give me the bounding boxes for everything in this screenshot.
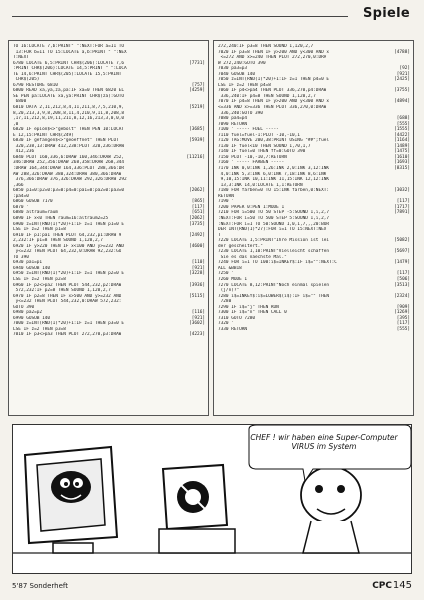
code-text: :DRAW 164,344:DRAW 164,336:PLOT 288,366:DR — [13, 166, 125, 172]
code-text: 7100 ' ----- FUEL ----- — [218, 127, 279, 133]
code-text: 7280 i$=INKEY$:i$=LOWER$(i$):IF i$="" THEN — [218, 293, 330, 299]
checksum: [4894] — [394, 99, 410, 105]
listing-line — [13, 332, 205, 338]
code-text: 7240 FOR i=1 TO 100:i$=INKEY$:IF i$="":NEXT:C — [218, 260, 337, 266]
checksum: [909] — [396, 304, 410, 310]
code-text: 6890 IF x<0 THEN raum=16:altraum2=25 — [13, 215, 109, 221]
page-number: 145 — [392, 580, 412, 591]
code-text: 7190 ' — [218, 199, 234, 205]
code-text: 6880 altraum=raum — [13, 210, 58, 216]
code-text: TO 390 — [13, 254, 29, 260]
header-rule — [12, 16, 348, 17]
checksum: [1164] — [394, 138, 410, 144]
code-text: :NEXT:FOR i=50 TO 500 STEP 5:SOUND 1,i,2,7 — [218, 215, 330, 221]
code-text: 7320 ' — [218, 321, 234, 327]
code-text: T — [218, 232, 221, 238]
checksum: [1717] — [394, 204, 410, 210]
code-text: 6930 pa1=p1 — [13, 260, 43, 266]
checksum: [1693] — [394, 160, 410, 166]
code-text: 4,0:INK 5,3:INK 6,0:INK 7,18:INK 8,6:INK — [218, 171, 327, 177]
code-text: LSE IF z=2 THEN p2=8 — [13, 276, 66, 282]
checksum: [4422] — [394, 132, 410, 138]
checksum: [2425] — [394, 77, 410, 83]
code-text: 7280 — [218, 299, 232, 305]
code-text: 6910 IF p1:pa1 THEN PLOT 64,232,p1:DRAW 9 — [13, 232, 122, 238]
listing-line — [218, 327, 410, 333]
code-text: 6810 DATA 2,11,212,8,4,11,211,8,7,5,210,9, — [13, 105, 125, 111]
checksum: [651] — [191, 210, 205, 216]
code-text: 7160 ' ----- FARBEN ----- — [218, 160, 285, 166]
code-text: 7290 IF i$="j" THEN RUN — [218, 304, 279, 310]
code-text: 7120 TAG:MOVE 200,38:PRINT USING "##";fuel — [218, 138, 330, 144]
code-text: LSE IF z=2 THEN p1=8 — [13, 227, 66, 233]
code-text: 6960 IF p2<>pa2 THEN PLOT 544,232,p2:DRAW — [13, 282, 122, 288]
code-text: 6970 IF p2=8 THEN IF x>500 AND y>=232 AND — [13, 293, 122, 299]
checksum: [7731] — [189, 60, 205, 66]
checksum: [4223] — [189, 332, 205, 338]
code-text: 320,238,13:DRAW 412,238:PLOT 320,236:DRAW — [13, 143, 125, 149]
code-text: CHR$(205) — [13, 77, 40, 83]
checksum: [1475] — [394, 149, 410, 155]
checksum: [92] — [399, 66, 410, 72]
code-text: 7020 IF p3=8 THEN IF y>200 AND y<300 AND x — [218, 49, 330, 55]
checksum: [3602] — [189, 321, 205, 327]
checksum: [921] — [396, 71, 410, 77]
checksum: [3228] — [189, 271, 205, 277]
code-text: (j/n)?" — [218, 288, 240, 294]
checksum: [3685] — [189, 127, 205, 133]
code-text: 6850 p1=0:p2=0:p3=0:p4=0:pa1=0:pa2=0:pa3=0 — [13, 188, 125, 194]
checksum: [1610] — [394, 154, 410, 160]
listing-column-right — [213, 40, 414, 416]
code-text: 336,240:GOTO 390 — [218, 110, 263, 116]
code-text: E 12,15:PRINT CHR$(249) — [13, 132, 74, 138]
code-text: 272,240:IF p3=8 THEN SOUND 1,120,2,7 — [218, 44, 314, 49]
checksum: [2492] — [189, 232, 205, 238]
checksum: [757] — [191, 82, 205, 88]
checksum: [555] — [396, 326, 410, 332]
code-text: 7330 RETURN — [218, 326, 248, 332]
checksum: [3936] — [189, 282, 205, 288]
magazine-brand: CPC — [372, 581, 392, 591]
code-text: 346:DRAW 252,356:DRAW 268,358:DRAW 268,344 — [13, 160, 125, 166]
code-text: 13:FOR b=11 TO 15:LOCATE a,b:PRINT " ":NEX — [13, 49, 127, 55]
checksum: [117] — [396, 321, 410, 327]
code-text: AW 288,326:DRAW 380,324:DRAW 380,366:DRAW — [13, 171, 122, 177]
code-text: 6980 pa2=p2 — [13, 310, 43, 316]
checksum: [921] — [191, 315, 205, 321]
code-text: 376,366:DRAW 376,326:DRAW 292,326:DRAW 292 — [13, 177, 127, 183]
code-text: 7050 z=INT(RND(1)*20)+1:IF z=1 THEN p4=0 E — [218, 77, 330, 83]
code-text: 6940 GOSUB 140 — [13, 265, 51, 271]
code-text: 6800 — [13, 99, 27, 105]
code-text: 6840 PLOT 160,336,6:DRAW 160,346:DRAW 252, — [13, 154, 125, 160]
code-text: :NEXT:FOR i=1 TO 50:SOUND 1,0,1,7,,,20:BOR — [218, 221, 330, 227]
checksum: [5115] — [189, 293, 205, 299]
code-text: :PRINT CHR$(206):LOCATE 14,5:PRINT " ":LOCA — [13, 66, 127, 72]
code-text: ,17,11,212,8,19,11,211,8,12,16,213,3,0,0,0 — [13, 116, 125, 122]
code-text: TE 14,6:PRINT CHR$(205):LOCATE 15,5:PRINT — [13, 71, 122, 77]
checksum: [506] — [396, 276, 410, 282]
checksum: [5697] — [394, 249, 410, 255]
code-text: <=336 AND x>=336 THEN PLOT 336,270,0:DRAW — [218, 105, 327, 111]
checksum: [1489] — [394, 143, 410, 149]
code-text: 7000 z=INT(RND(1)*20)+1:IF z=1 THEN p3=0 E — [13, 321, 125, 327]
checksum: [921] — [191, 265, 205, 271]
comic-strip — [12, 424, 412, 574]
checksum: [2062] — [189, 188, 205, 194]
code-text: 7140 IF fuel=0 THEN ff=0:GOTO 390 — [218, 149, 306, 155]
code-text: 7030 pa3=p3 — [218, 66, 248, 72]
checksum: [3755] — [394, 88, 410, 94]
code-text: TO 16:LOCATE 7,b:PRINT" ":NEXT:FOR a=11 TO — [13, 44, 125, 49]
checksum: [110] — [191, 260, 205, 266]
code-text: 6800 READ xa,ya,za,pa:IF xa=0 THEN 6820 EL — [13, 88, 125, 94]
code-text: 7010 IF p3<>pa3 THEN PLOT 272,270,p3:DRAW — [13, 332, 122, 338]
checksum: [117] — [396, 271, 410, 277]
checksum: [5219] — [189, 105, 205, 111]
code-text: 572,232:IF p2=8 THEN SOUND 1,120,2,7 — [13, 288, 111, 294]
checksum: [688] — [396, 116, 410, 122]
checksum: [3735] — [189, 221, 205, 227]
code-text: 7250 ' — [218, 271, 234, 277]
checksum: [1479] — [394, 260, 410, 266]
code-text: 6900 z=INT(RND(1)*20)+1:IF z=1 THEN p1=0 E — [13, 221, 125, 227]
code-text: 7220 LOCATE 1,5:PRINT"Ihre Mission ist lei — [218, 238, 330, 244]
program-listing — [8, 40, 414, 416]
code-text: W 272,240:GOTO 390 — [218, 60, 266, 66]
code-text: 6830 IF gefangen$<>"geoeffnet" THEN PLOT — [13, 138, 119, 144]
code-text: LSE IF z=2 THEN p4=8 — [218, 82, 271, 88]
code-text: ALL &BB18 — [218, 265, 242, 271]
checksum: [117] — [191, 204, 205, 210]
code-text: ,0 — [13, 121, 19, 127]
code-text: 7040 GOSUB 140 — [218, 71, 256, 77]
code-text: 7270 LOCATE 8,12:PRINT"Noch einmal spielen — [218, 282, 330, 288]
code-text: 7260 MODE 1 — [218, 276, 248, 282]
issue-label: 5'87 Sonderheft — [12, 582, 69, 590]
code-text: 7200 PAPER 0:PEN 1:MODE 1 — [218, 204, 285, 210]
checksum: [3513] — [394, 282, 410, 288]
virus-creature — [51, 471, 91, 503]
checksum: [116] — [191, 310, 205, 316]
code-text: 7060 IF p4<>pa4 THEN PLOT 336,270,p4:DRAW — [218, 88, 327, 94]
checksum: [1269] — [394, 310, 410, 316]
code-text: der gescheitert." — [218, 243, 263, 249]
code-text: Sie es das naechste Mal." — [218, 254, 287, 260]
listing-column-left — [8, 40, 209, 416]
checksum: [5939] — [189, 138, 205, 144]
code-text: y<=232 THEN PLOT 544,232,0:DRAW 572,232: — [13, 299, 122, 305]
code-text: 6790 RESTORE 6810 — [13, 82, 58, 88]
checksum: [8315] — [394, 166, 410, 172]
checksum: [2324] — [394, 293, 410, 299]
checksum: [865] — [191, 199, 205, 205]
code-text: <=272 AND x>=240 THEN PLOT 272,270,0:DRA — [218, 55, 327, 61]
code-text: 7090 RETURN — [218, 121, 248, 127]
code-text: 8,20,213,3,9,8,208,8,11,4,210,9,11,8,208,8 — [13, 110, 125, 116]
checksum: [3032] — [394, 188, 410, 194]
code-text: 13,3:INK 14,0:LOCATE 1,1:RETURN — [218, 182, 303, 188]
checksum: [7891] — [394, 210, 410, 216]
speech-balloon-text: CHEF ! wir haben eine Super-Computer VIRUS im System — [250, 433, 398, 451]
code-text: 7070 IF p4=8 THEN IF y>200 AND y<300 AND x — [218, 99, 330, 105]
code-text: LSE IF z=2 THEN p3=8 — [13, 326, 66, 332]
code-text: 6820 IF epion$<>"gebolt" THEN PEN 10:LOCAT — [13, 127, 125, 133]
checksum: [555] — [396, 121, 410, 127]
page-footer — [12, 578, 412, 594]
code-text: 6920 IF y>220 THEN IF x<100 AND y>=232 AND — [13, 243, 125, 249]
code-text: 6780 LOCATE 6,5:PRINT CHR$(206):LOCATE 7,6 — [13, 60, 125, 66]
checksum: [1555] — [394, 127, 410, 133]
code-text: 7230 LOCATE 1,10:PRINT"Vielleicht schaffen — [218, 249, 330, 255]
checksum: [395] — [396, 315, 410, 321]
code-text: 6860 GOSUB 7170 — [13, 199, 53, 205]
checksum: [117] — [396, 199, 410, 205]
code-text: 6870 ' — [13, 204, 29, 210]
code-text: ,366 — [13, 182, 24, 188]
section-title: Spiele — [362, 6, 410, 21]
code-text: GOTO 390 — [13, 304, 35, 310]
code-text: 7110 fuel=fuel-1:PLOT -10,-10,1 — [218, 132, 300, 138]
code-text: 7180 FOR farben=0 TO 15:INK farben,0:NEXT: — [218, 188, 330, 194]
page-header — [0, 0, 424, 30]
code-text: y<=232 THEN PLOT 64,232,0:DRAW 92,232:GO — [13, 249, 122, 255]
checksum: [4600] — [189, 243, 205, 249]
code-text: 7080 pa4=p4 — [218, 116, 248, 122]
code-text: 7310 GOTO 7280 — [218, 315, 256, 321]
code-text: SE PEN pa:LOCATE xa,ya:PRINT CHR$(za):GOTO — [13, 93, 125, 99]
checksum: [4788] — [394, 49, 410, 55]
code-text: :pa4=0 — [13, 193, 29, 199]
second-computer — [159, 465, 235, 553]
code-text: 7130 IF fuel<10 THEN SOUND 1,70,1,7 — [218, 143, 311, 149]
code-text: 2,232:IF p1=8 THEN SOUND 1,120,2,7 — [13, 238, 103, 244]
checksum: [2062] — [189, 215, 205, 221]
code-text: 7150 PLOT -10,-10,7:RETURN — [218, 154, 287, 160]
code-text: RETURN — [218, 193, 234, 199]
code-text: DER INT(RND(1)*27):FOR i=1 TO 15:NEXT:NEX — [218, 227, 327, 233]
code-text: 7210 FOR i=500 TO 50 STEP -5:SOUND 1,i,2,7 — [218, 210, 330, 216]
code-text: T:NEXT — [13, 55, 29, 61]
code-text: 412,236 — [13, 149, 35, 155]
checksum: [5082] — [394, 238, 410, 244]
code-text: 7170 INK 0,0:INK 1,26:INK 2,0:INK 3,12:INK — [218, 166, 330, 172]
checksum: [4259] — [189, 88, 205, 94]
code-text: 6990 GOSUB 140 — [13, 315, 51, 321]
code-text: 336,240:IF p4=8 THEN SOUND 1,120,2,7 — [218, 93, 316, 99]
checksum: [11216] — [186, 154, 205, 160]
code-text: 9,10,15:INK 10,11:INK 11,15:INK 12,12:INK — [218, 177, 330, 183]
code-text: 6950 z=INT(RND(1)*20)+1:IF z=1 THEN p2=0 E — [13, 271, 125, 277]
code-text: 7300 IF i$="n" THEN CALL 0 — [218, 310, 287, 316]
